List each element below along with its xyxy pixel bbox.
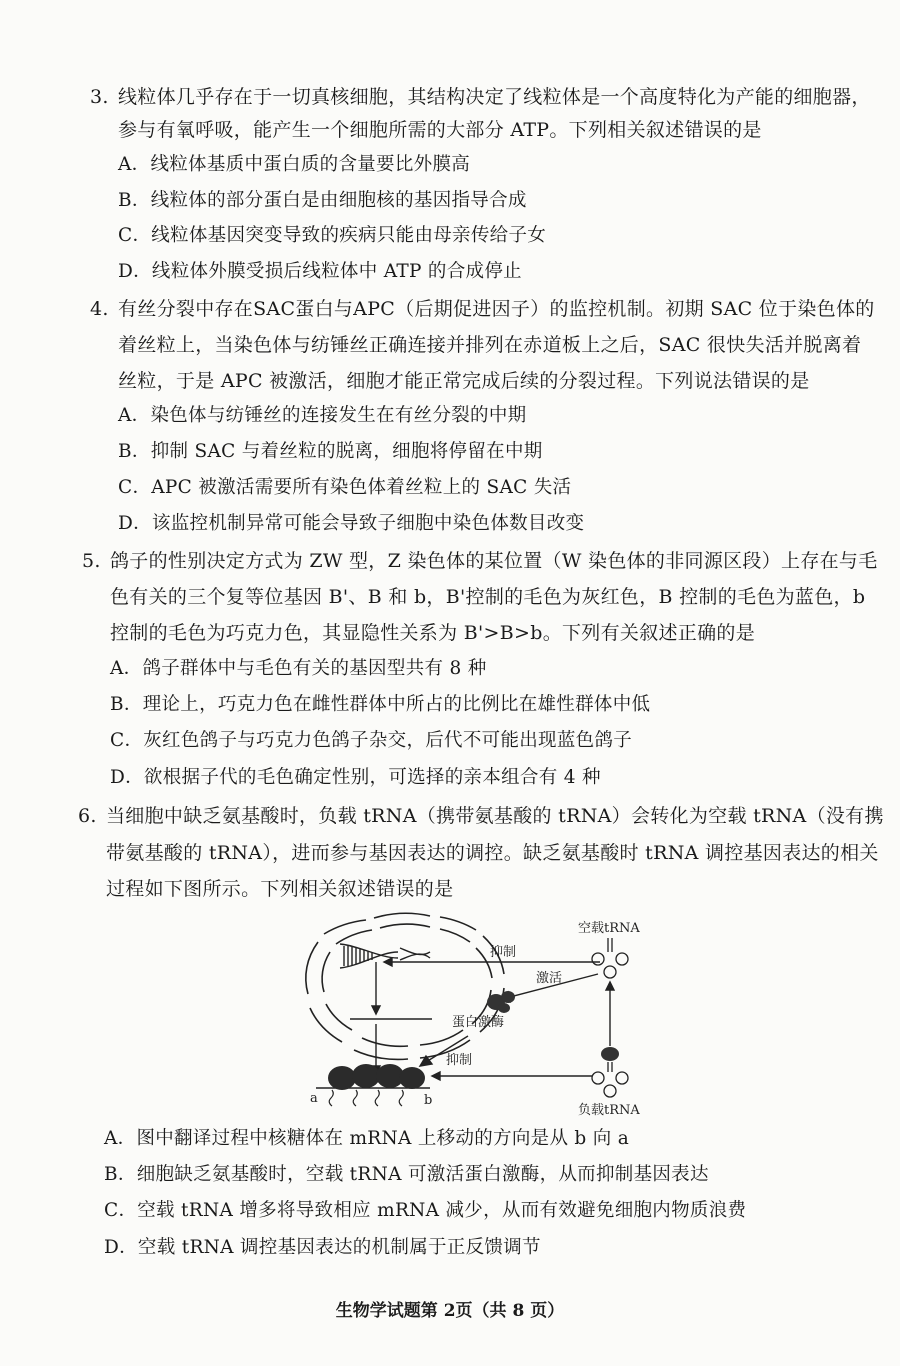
question-number: 4.	[90, 298, 109, 320]
label-kinase: 蛋白激酶	[452, 1015, 505, 1030]
question-stem-line: 着丝粒上，当染色体与纺锤丝正确连接并排列在赤道板上之后，SAC 很快失活并脱离着	[118, 334, 862, 356]
arrowhead-icon	[606, 982, 614, 990]
question-stem-line: 当细胞中缺乏氨基酸时，负载 tRNA（携带氨基酸的 tRNA）会转化为空载 tRNA（没有携	[106, 805, 884, 827]
label-inhibit: 抑制	[490, 945, 517, 960]
option-b: B．理论上，巧克力色在雌性群体中所占的比例比在雄性群体中低	[110, 694, 651, 715]
question-stem-line: 丝粒，于是 APC 被激活，细胞才能正常完成后续的分裂过程。下列说法错误的是	[118, 370, 810, 392]
question-number: 3.	[90, 86, 109, 108]
protein-kinase-icon	[487, 991, 515, 1013]
option-d: D．该监控机制异常可能会导致子细胞中染色体数目改变	[118, 513, 585, 534]
question-stem-line: 色有关的三个复等位基因 B'、B 和 b，B'控制的毛色为灰红色，B 控制的毛色为蓝色，b	[110, 586, 866, 608]
arrowhead-icon	[432, 1072, 440, 1080]
option-a: A．图中翻译过程中核糖体在 mRNA 上移动的方向是从 b 向 a	[104, 1128, 630, 1149]
empty-trna-icon	[592, 938, 628, 978]
nucleus-envelope	[306, 913, 504, 1059]
dna-strand-icon	[340, 944, 430, 968]
question-number: 5.	[82, 550, 101, 572]
question-stem-line: 鸽子的性别决定方式为 ZW 型，Z 染色体的某位置（W 染色体的非同源区段）上存在与毛	[110, 550, 878, 572]
label-a: a	[310, 1091, 318, 1106]
option-b: B．抑制 SAC 与着丝粒的脱离，细胞将停留在中期	[118, 441, 543, 462]
question-number: 6.	[78, 805, 97, 827]
option-d: D．欲根据子代的毛色确定性别，可选择的亲本组合有 4 种	[110, 767, 601, 788]
loaded-trna-icon	[592, 1047, 628, 1097]
polysome-icon	[316, 1064, 433, 1108]
option-d: D．空载 tRNA 调控基因表达的机制属于正反馈调节	[104, 1237, 541, 1258]
question-stem-line: 有丝分裂中存在SAC蛋白与APC（后期促进因子）的监控机制。初期 SAC 位于染色体的	[118, 298, 875, 320]
option-b: B．细胞缺乏氨基酸时，空载 tRNA 可激活蛋白激酶，从而抑制基因表达	[104, 1164, 709, 1185]
option-c: C．APC 被激活需要所有染色体着丝粒上的 SAC 失活	[118, 477, 572, 498]
option-c: C．空载 tRNA 增多将导致相应 mRNA 减少，从而有效避免细胞内物质浪费	[104, 1200, 747, 1221]
question-stem-line: 带氨基酸的 tRNA），进而参与基因表达的调控。缺乏氨基酸时 tRNA 调控基因表达的相关	[106, 842, 879, 864]
option-c: C．灰红色鸽子与巧克力色鸽子杂交，后代不可能出现蓝色鸽子	[110, 730, 633, 751]
arrowhead-icon	[372, 1006, 380, 1014]
question-stem-line: 过程如下图所示。下列相关叙述错误的是	[106, 878, 454, 900]
label-activate: 激活	[536, 971, 563, 986]
option-d: D．线粒体外膜受损后线粒体中 ATP 的合成停止	[118, 261, 522, 282]
trna-regulation-figure	[280, 912, 700, 1122]
label-b: b	[424, 1093, 433, 1108]
label-empty-trna: 空载tRNA	[578, 921, 640, 936]
option-a: A．染色体与纺锤丝的连接发生在有丝分裂的中期	[118, 405, 527, 426]
option-a: A．鸽子群体中与毛色有关的基因型共有 8 种	[110, 658, 487, 679]
question-stem-line: 参与有氧呼吸，能产生一个细胞所需的大部分 ATP。下列相关叙述错误的是	[118, 119, 762, 141]
arrowhead-icon	[384, 958, 392, 966]
option-a: A．线粒体基质中蛋白质的含量要比外膜高	[118, 154, 471, 175]
option-c: C．线粒体基因突变导致的疾病只能由母亲传给子女	[118, 225, 547, 246]
label-inhibit: 抑制	[446, 1053, 473, 1068]
label-loaded-trna: 负载tRNA	[578, 1103, 640, 1118]
question-stem-line: 控制的毛色为巧克力色，其显隐性关系为 B'>B>b。下列有关叙述正确的是	[110, 622, 755, 644]
question-stem-line: 线粒体几乎存在于一切真核细胞，其结构决定了线粒体是一个高度特化为产能的细胞器，	[118, 86, 871, 108]
option-b: B．线粒体的部分蛋白是由细胞核的基因指导合成	[118, 190, 527, 211]
page-footer: 生物学试题第 2页（共 8 页）	[335, 1301, 565, 1321]
